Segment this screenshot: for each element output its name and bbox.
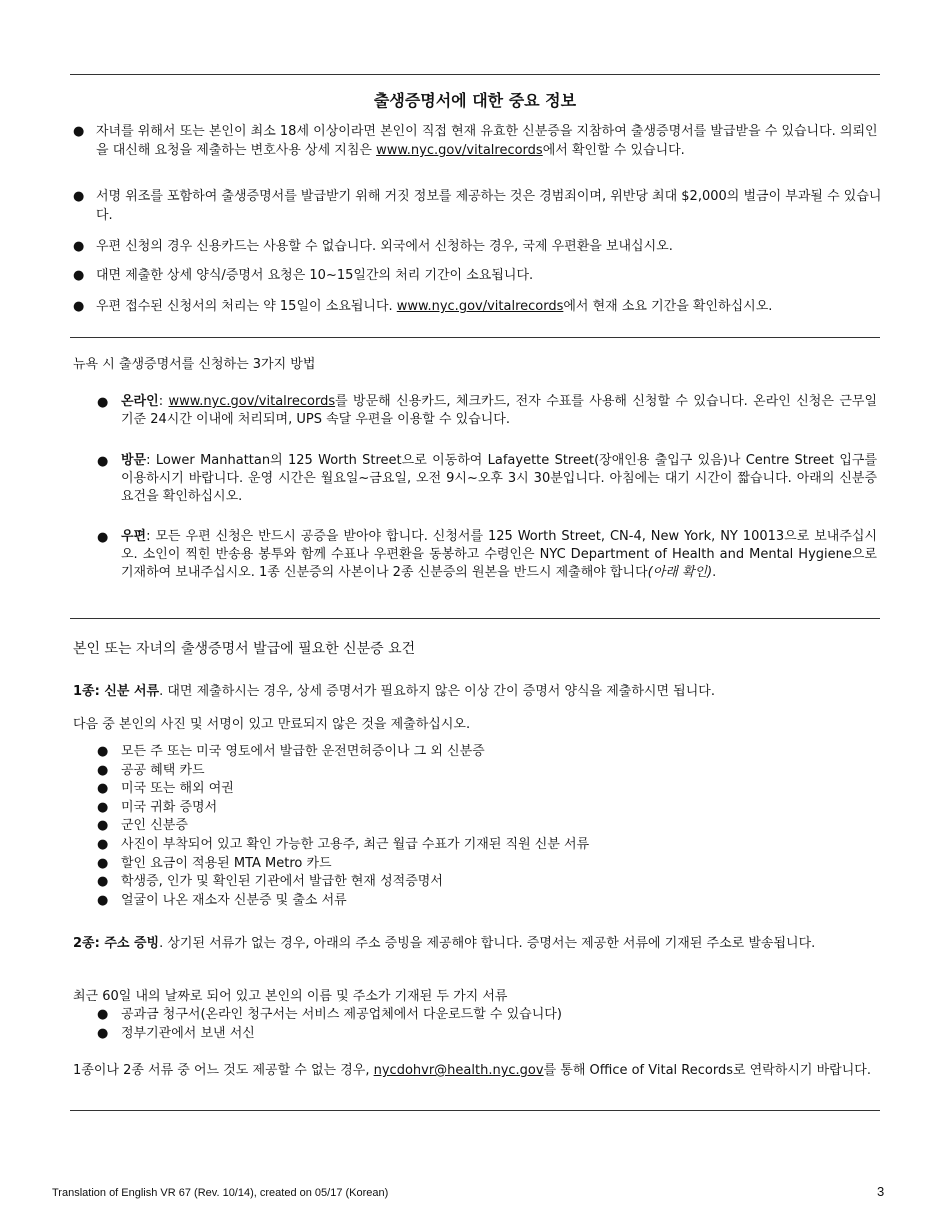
bullet-icon: ●: [97, 762, 109, 778]
type2-description: 2종: 주소 증빙. 상기된 서류가 없는 경우, 아래의 주소 증빙을 제공해야 합니다. 증명서는 제공한 서류에 기재된 주소로 발송됩니다.: [73, 936, 816, 951]
divider-top: [70, 74, 880, 75]
bullet-icon: ●: [97, 454, 109, 469]
bullet-icon: ●: [73, 299, 85, 314]
type1-intro: 다음 중 본인의 사진 및 서명이 있고 만료되지 않은 것을 제출하십시오.: [73, 717, 471, 732]
info-item-mail-processing: 우편 접수된 신청서의 처리는 약 15일이 소요됩니다. www.nyc.gov/vitalrecords에서 현재 소요 기간을 확인하십시오.: [96, 299, 773, 314]
bullet-icon: ●: [97, 892, 109, 908]
bullet-icon: ●: [97, 874, 109, 890]
list-item: 학생증, 인가 및 확인된 기관에서 발급한 현재 성적증명서: [121, 874, 443, 890]
id-requirements-heading: 본인 또는 자녀의 출생증명서 발급에 필요한 신분증 요건: [73, 641, 416, 657]
important-info-heading: 출생증명서에 대한 중요 정보: [373, 91, 577, 110]
bullet-icon: ●: [73, 268, 85, 283]
bullet-icon: ●: [97, 1007, 109, 1022]
list-item: 할인 요금이 적용된 MTA Metro 카드: [121, 855, 332, 871]
method-visit: 방문: Lower Manhattan의 125 Worth Street으로 이동하여 Lafayette Street(장애인용 출입구 있음)나 Centre Street 입구를 이용하시기 바랍니다. 운영 시간은 월요일~금요일, 오전 9시~오후 3시 30분입니다. 아침에는 대기 시간이 짧습니다. 아래의 신분증 요건을 확인하십시오.: [121, 453, 878, 504]
bullet-icon: ●: [97, 1025, 109, 1041]
divider-bottom: [70, 1110, 880, 1111]
method-online: 온라인: www.nyc.gov/vitalrecords를 방문해 신용카드, 체크카드, 전자 수표를 사용해 신청할 수 있습니다. 온라인 신청은 근무일 기준 24시간 이내에 처리되며, UPS 속달 우편을 이용할 수 있습니다.: [121, 394, 877, 427]
vitalrecords-link[interactable]: www.nyc.gov/vitalrecords: [376, 143, 543, 158]
list-item: 공공 혜택 카드: [121, 762, 205, 778]
bullet-icon: ●: [73, 239, 85, 254]
method-mail: 우편: 모든 우편 신청은 반드시 공증을 받아야 합니다. 신청서를 125 Worth Street, CN-4, New York, NY 10013으로 보내주십시오. 소인이 찍힌 반송용 봉투와 함께 수표나 우편환을 동봉하고 수령인은 NYC Department of Health and Mental Hygiene으로 기재하여 보내주십시오. 1종 신분증의 사본이나 2종 신분증의 원본을 반드시 제출해야 합니다(아래 확인).: [121, 529, 878, 580]
vitalrecords-link[interactable]: www.nyc.gov/vitalrecords: [396, 299, 564, 314]
bullet-icon: ●: [97, 781, 109, 797]
footer-translation-note: Translation of English VR 67 (Rev. 10/14), created on 05/17 (Korean): [52, 1187, 389, 1199]
list-item: 정부기관에서 보낸 서신: [121, 1025, 255, 1041]
divider-1: [70, 337, 880, 338]
list-item: 사진이 부착되어 있고 확인 가능한 고용주, 최근 월급 수표가 기재된 직원 신분 서류: [121, 837, 590, 852]
bullet-icon: ●: [97, 855, 109, 871]
bullet-icon: ●: [97, 818, 109, 834]
bullet-icon: ●: [97, 744, 109, 759]
info-item-mail-payment: 우편 신청의 경우 신용카드는 사용할 수 없습니다. 외국에서 신청하는 경우, 국제 우편환을 보내십시오.: [96, 239, 673, 254]
list-item: 공과금 청구서(온라인 청구서는 서비스 제공업체에서 다운로드할 수 있습니다): [121, 1007, 562, 1022]
list-item: 미국 또는 해외 여권: [121, 781, 234, 797]
email-link[interactable]: nycdohvr@health.nyc.gov: [373, 1063, 544, 1078]
list-item: 얼굴이 나온 재소자 신분증 및 출소 서류: [121, 892, 347, 908]
type1-description: 1종: 신분 서류. 대면 제출하시는 경우, 상세 증명서가 필요하지 않은 이상 간이 증명서 양식을 제출하시면 됩니다.: [73, 684, 715, 699]
info-item-fraud-warning: 서명 위조를 포함하여 출생증명서를 발급받기 위해 거짓 정보를 제공하는 것은 경범죄이며, 위반당 최대 $2,000의 벌금이 부과될 수 있습니다.: [96, 189, 882, 223]
page-number: 3: [877, 1184, 885, 1199]
bullet-icon: ●: [97, 799, 109, 815]
list-item: 군인 신분증: [121, 818, 188, 834]
bullet-icon: ●: [97, 530, 109, 545]
contact-note: 1종이나 2종 서류 중 어느 것도 제공할 수 없는 경우, nycdohvr@health.nyc.gov를 통해 Office of Vital Records로 연락하시기 바랍니다.: [73, 1063, 871, 1078]
divider-2: [70, 618, 880, 619]
bullet-icon: ●: [97, 395, 109, 410]
bullet-icon: ●: [97, 837, 109, 852]
bullet-icon: ●: [73, 189, 85, 204]
list-item: 미국 귀화 증명서: [121, 799, 218, 815]
info-item-id-requirement: 자녀를 위해서 또는 본인이 최소 18세 이상이라면 본인이 직접 현재 유효한 신분증을 지참하여 출생증명서를 발급받을 수 있습니다. 의뢰인을 대신해 요청을 제출하는 변호사용 상세 지침은 www.nyc.gov/vitalrecords에서 확인할 수 있습니다.: [96, 124, 878, 158]
vitalrecords-link[interactable]: www.nyc.gov/vitalrecords: [168, 394, 336, 409]
bullet-icon: ●: [73, 124, 85, 139]
list-item: 모든 주 또는 미국 영토에서 발급한 운전면허증이나 그 외 신분증: [121, 744, 485, 759]
info-item-in-person-processing: 대면 제출한 상세 양식/증명서 요청은 10~15일간의 처리 기간이 소요됩니다.: [96, 268, 534, 283]
apply-methods-heading: 뉴욕 시 출생증명서를 신청하는 3가지 방법: [73, 357, 316, 372]
type2-intro: 최근 60일 내의 날짜로 되어 있고 본인의 이름 및 주소가 기재된 두 가지 서류: [73, 989, 508, 1004]
